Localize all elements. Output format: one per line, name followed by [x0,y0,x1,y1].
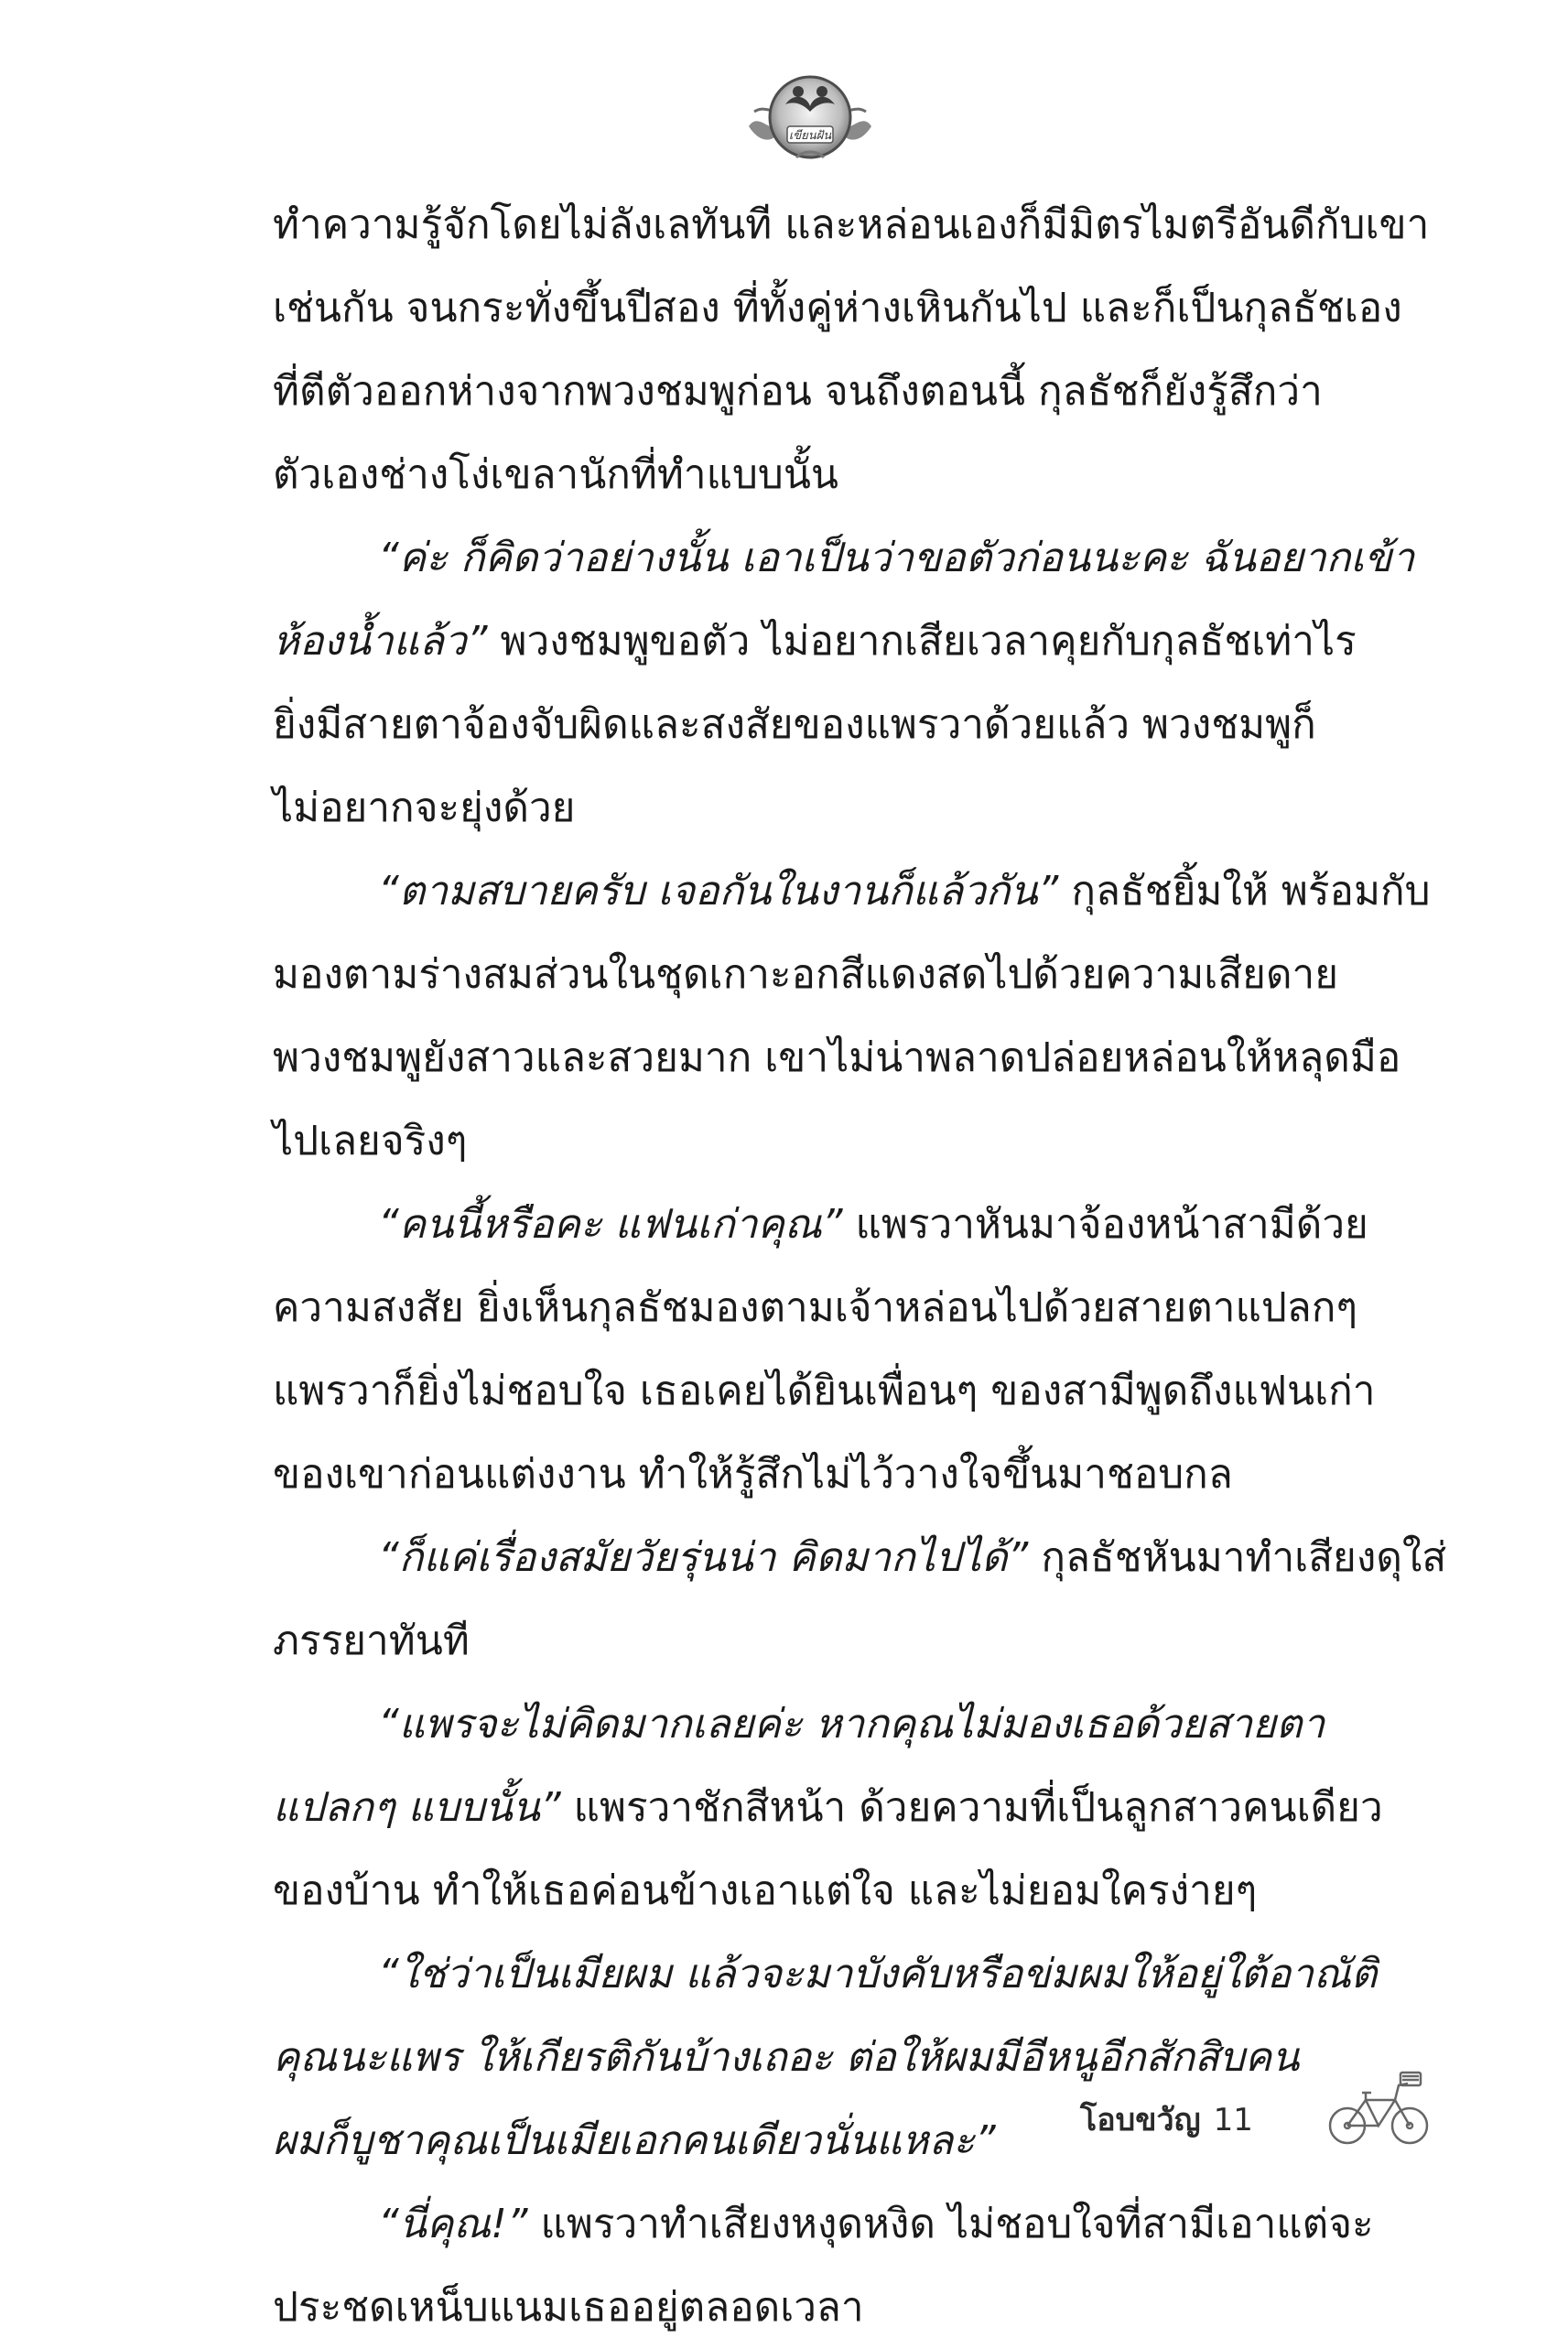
logo-text: เขียนฝัน [788,129,832,143]
page-number: 11 [1213,2102,1253,2138]
narration-text: ทำความรู้จักโดยไม่ลังเลทันที และหล่อนเองก็มีมิตรไมตรีอันดีกับเขา [273,201,1430,248]
narration-text: ภรรยาทันที [273,1618,470,1664]
dialogue-text: “แพรจะไม่คิดมากเลยค่ะ หากคุณไม่มองเธอด้วยสายตา [378,1701,1325,1748]
book-emblem-logo [741,55,879,174]
text-line [273,1266,1408,1349]
narration-text: เช่นกัน จนกระทั่งขึ้นปีสอง ที่ทั้งคู่ห่างเหินกันไป และก็เป็นกุลธัชเอง [273,285,1402,331]
text-line [273,2182,1408,2266]
dialogue-text: “ใช่ว่าเป็นเมียผม แล้วจะมาบังคับหรือข่มผมให้อยู่ใต้อาณัติ [378,1951,1378,1997]
narration-text: ของบ้าน ทำให้เธอค่อนข้างเอาแต่ใจ และไม่ยอมใครง่ายๆ [273,1867,1258,1914]
narration-text: ความสงสัย ยิ่งเห็นกุลธัชมองตามเจ้าหล่อนไปด้วยสายตาแปลกๆ [273,1284,1357,1331]
text-line [273,683,1408,766]
text-line [273,266,1408,350]
narration-text: มองตามร่างสมส่วนในชุดเกาะอกสีแดงสดไปด้วยความเสียดาย [273,951,1339,998]
text-line [273,600,1408,683]
narration-text: ประชดเหน็บแนมเธออยู่ตลอดเวลา [273,2284,864,2331]
text-line [273,1849,1408,1932]
dialogue-text: คุณนะแพร ให้เกียรติกันบ้างเถอะ ต่อให้ผมมีอีหนูอีกสักสิบคน [273,2034,1300,2081]
text-line [273,850,1431,933]
book-title: โอบขวัญ [1080,2102,1201,2138]
dialogue-text: ห้องน้ำแล้ว” [273,618,488,665]
text-line [273,1433,1408,1516]
text-line [273,1349,1408,1433]
text-line [273,1683,1408,1766]
dialogue-text: “นี่คุณ!” [378,2201,528,2247]
dialogue-text: “ก็แค่เรื่องสมัยวัยรุ่นน่า คิดมากไปได้” [378,1534,1029,1581]
text-line [273,933,1408,1016]
narration-text: แพรวาชักสีหน้า ด้วยความที่เป็นลูกสาวคนเดียว [560,1784,1383,1831]
text-line [273,183,1430,266]
dialogue-text: “คนนี้หรือคะ แฟนเก่าคุณ” [378,1201,843,1248]
page-footer [1080,2069,1446,2170]
narration-text: แพรวาหันมาจ้องหน้าสามีด้วย [842,1201,1368,1248]
chapter-body-text [273,183,1447,2349]
text-line [273,1016,1408,1099]
text-line [273,350,1408,433]
text-line [273,1932,1408,2016]
running-footer [1080,2095,1253,2144]
narration-text: พวงชมพูขอตัว ไม่อยากเสียเวลาคุยกับกุลธัชเท่าไร [487,618,1357,665]
narration-text: กุลธัชหันมาทำเสียงดุใส่ [1028,1534,1447,1581]
text-line [273,1099,1408,1183]
dialogue-text: “ตามสบายครับ เจอกันในงานก็แล้วกัน” [378,868,1059,915]
narration-text: พวงชมพูยังสาวและสวยมาก เขาไม่น่าพลาดปล่อยหล่อนให้หลุดมือ [273,1034,1401,1081]
dialogue-text: ผมก็บูชาคุณเป็นเมียเอกคนเดียวนั่นแหละ” [273,2117,996,2164]
text-line [273,516,1415,600]
text-line [273,1766,1408,1849]
narration-text: ตัวเองช่างโง่เขลานักที่ทำแบบนั้น [273,451,838,498]
text-line [273,1516,1447,1599]
text-line [273,1599,1408,1683]
narration-text: แพรวาทำเสียงหงุดหงิด ไม่ชอบใจที่สามีเอาแต่จะ [527,2201,1374,2247]
bicycle-icon [1327,2069,1430,2151]
narration-text: ที่ตีตัวออกห่างจากพวงชมพูก่อน จนถึงตอนนี้ กุลธัชก็ยังรู้สึกว่า [273,368,1323,415]
dialogue-text: “ค่ะ ก็คิดว่าอย่างนั้น เอาเป็นว่าขอตัวก่อนนะคะ ฉันอยากเข้า [378,535,1415,581]
narration-text: ไปเลยจริงๆ [273,1118,468,1164]
narration-text: ไม่อยากจะยุ่งด้วย [273,785,576,831]
narration-text: กุลธัชยิ้มให้ พร้อมกับ [1058,868,1431,915]
text-line [273,433,1408,516]
narration-text: ของเขาก่อนแต่งงาน ทำให้รู้สึกไม่ไว้วางใจขึ้นมาชอบกล [273,1451,1233,1498]
text-line [273,766,1408,850]
dialogue-text: แปลกๆ แบบนั้น” [273,1784,561,1831]
text-line [273,2266,1408,2349]
text-line [273,1183,1408,1266]
narration-text: ยิ่งมีสายตาจ้องจับผิดและสงสัยของแพรวาด้วยแล้ว พวงชมพูก็ [273,701,1316,748]
narration-text: แพรวาก็ยิ่งไม่ชอบใจ เธอเคยได้ยินเพื่อนๆ ของสามีพูดถึงแฟนเก่า [273,1368,1376,1414]
